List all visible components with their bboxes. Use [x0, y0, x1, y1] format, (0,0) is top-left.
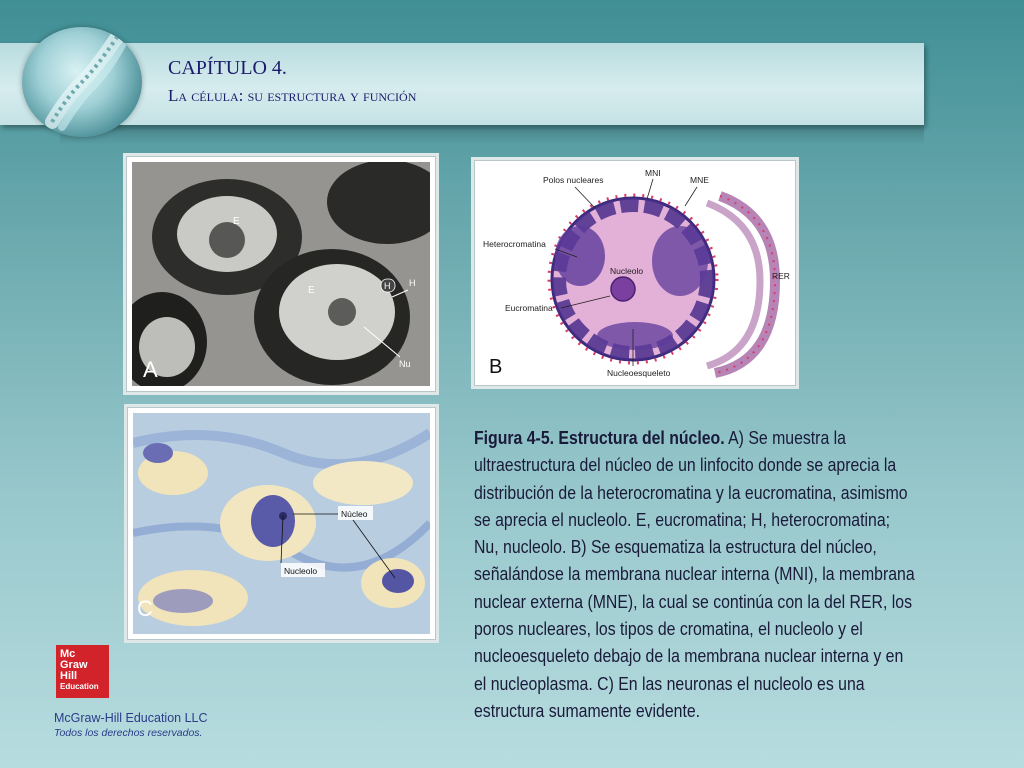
label-mne: MNE	[690, 175, 709, 185]
label-nucleolo: Nucleolo	[610, 266, 644, 276]
panel-c-letter: C	[137, 596, 153, 621]
footer-company: McGraw-Hill Education LLC	[54, 711, 208, 725]
title-band-shadow	[60, 125, 924, 145]
label-rer: RER	[772, 271, 790, 281]
figure-panel-b	[474, 160, 796, 386]
label-e-lower: E	[308, 285, 315, 296]
caption-text: A) Se muestra la ultraestructura del núcleo de un linfocito donde se aprecia la distribución de la heterocromatina y la eucromatina, asimismo se aprecia el nucleolo. E, eucromatina; H, heterocromatina; Nu, nucleolo. B) Se esquematiza la estructura del núcleo, señalándose la membrana nuclear interna (MNI), la membrana nuclear externa (MNE), la cual se continúa con la del RER, los poros nucleares, los tipos de cromatina, el nucleolo y el nucleoesqueleto debajo de la membrana nuclear interna y en el nucleoplasma. C) En las neuronas el nucleolo es una estructura sumamente evidente.	[474, 428, 915, 721]
label-nu: Nu	[399, 359, 411, 369]
panel-b-letter: B	[489, 356, 503, 378]
label-nucleoesqueleto: Nucleoesqueleto	[607, 368, 671, 378]
figure-panel-a	[126, 156, 436, 392]
label-e-upper: E	[233, 216, 240, 227]
label-mni: MNI	[645, 168, 661, 178]
label-heterocromatina: Heterocromatina	[483, 239, 546, 249]
label-h-plain: H	[409, 278, 416, 288]
label-h-circle: H	[384, 281, 391, 291]
caption-title: Figura 4-5. Estructura del núcleo.	[474, 428, 725, 448]
panel-a-letter: A	[143, 357, 158, 382]
chapter-subtitle: La célula: su estructura y función	[168, 86, 417, 105]
chromosome-logo-icon	[22, 27, 142, 137]
label-nucleolo-c: Nucleolo	[284, 566, 318, 576]
mcgraw-hill-logo: Mc Graw Hill Education	[56, 645, 109, 698]
label-eucromatina: Eucromatina	[505, 303, 553, 313]
figure-panel-c	[127, 407, 436, 640]
figure-caption	[474, 425, 918, 725]
micrograph-a-image	[132, 162, 430, 386]
label-polos-nucleares: Polos nucleares	[543, 175, 604, 185]
footer-rights: Todos los derechos reservados.	[54, 727, 203, 739]
label-nucleo: Núcleo	[341, 509, 368, 519]
chapter-title: CAPÍTULO 4.	[168, 57, 287, 79]
nucleus-diagram	[475, 161, 795, 385]
micrograph-c-image	[133, 413, 430, 634]
